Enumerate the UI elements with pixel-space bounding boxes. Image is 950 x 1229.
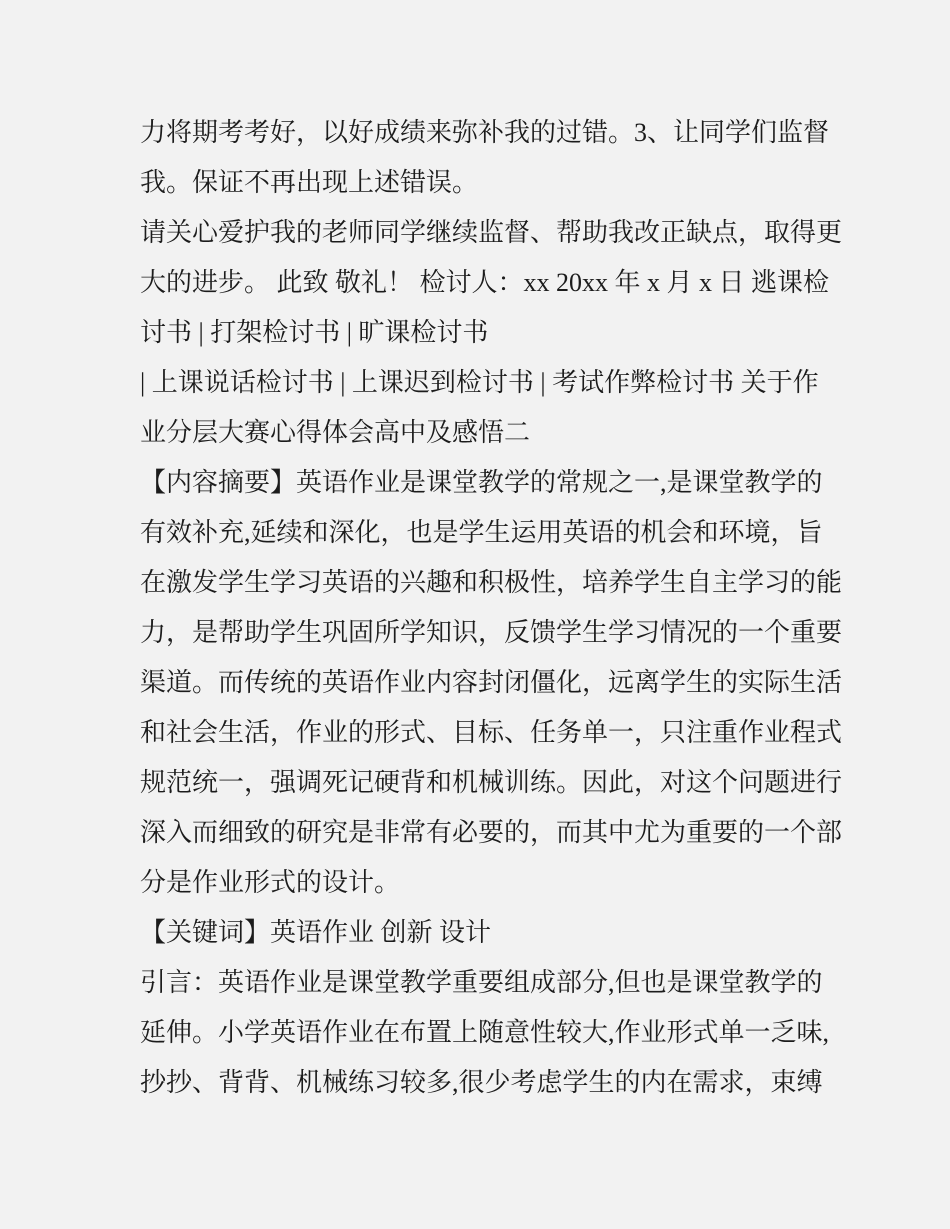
text-line: 引言：英语作业是课堂教学重要组成部分,但也是课堂教学的 <box>140 968 823 997</box>
text-line: 在激发学生学习英语的兴趣和积极性，培养学生自主学习的能 <box>140 568 843 597</box>
text-line: | 上课说话检讨书 | 上课迟到检讨书 | 考试作弊检讨书 关于作 <box>140 368 819 397</box>
text-line: 【关键词】英语作业 创新 设计 <box>140 918 492 947</box>
text-line: 规范统一，强调死记硬背和机械训练。因此，对这个问题进行 <box>140 768 843 797</box>
text-line: 分是作业形式的设计。 <box>140 868 401 897</box>
text-line: 渠道。而传统的英语作业内容封闭僵化，远离学生的实际生活 <box>140 668 843 697</box>
text-line: 业分层大赛心得体会高中及感悟二 <box>140 418 531 447</box>
document-body <box>140 108 860 1108</box>
text-line: 请关心爱护我的老师同学继续监督、帮助我改正缺点，取得更 <box>140 218 843 247</box>
text-line: 深入而细致的研究是非常有必要的，而其中尤为重要的一个部 <box>140 818 843 847</box>
text-line: 大的进步。 此致 敬礼！ 检讨人：xx 20xx 年 x 月 x 日 逃课检 <box>140 268 830 297</box>
text-line: 我。保证不再出现上述错误。 <box>140 168 479 197</box>
text-line: 有效补充,延续和深化，也是学生运用英语的机会和环境，旨 <box>140 518 823 547</box>
text-line: 力，是帮助学生巩固所学知识，反馈学生学习情况的一个重要 <box>140 618 843 647</box>
text-line: 力将期考考好，以好成绩来弥补我的过错。3、让同学们监督 <box>140 118 830 147</box>
text-line: 抄抄、背背、机械练习较多,很少考虑学生的内在需求，束缚 <box>140 1068 823 1097</box>
text-line: 和社会生活，作业的形式、目标、任务单一，只注重作业程式 <box>140 718 843 747</box>
text-line: 延伸。小学英语作业在布置上随意性较大,作业形式单一乏味, <box>140 1018 830 1047</box>
text-line: 【内容摘要】英语作业是课堂教学的常规之一,是课堂教学的 <box>140 468 823 497</box>
text-line: 讨书 | 打架检讨书 | 旷课检讨书 <box>140 318 489 347</box>
